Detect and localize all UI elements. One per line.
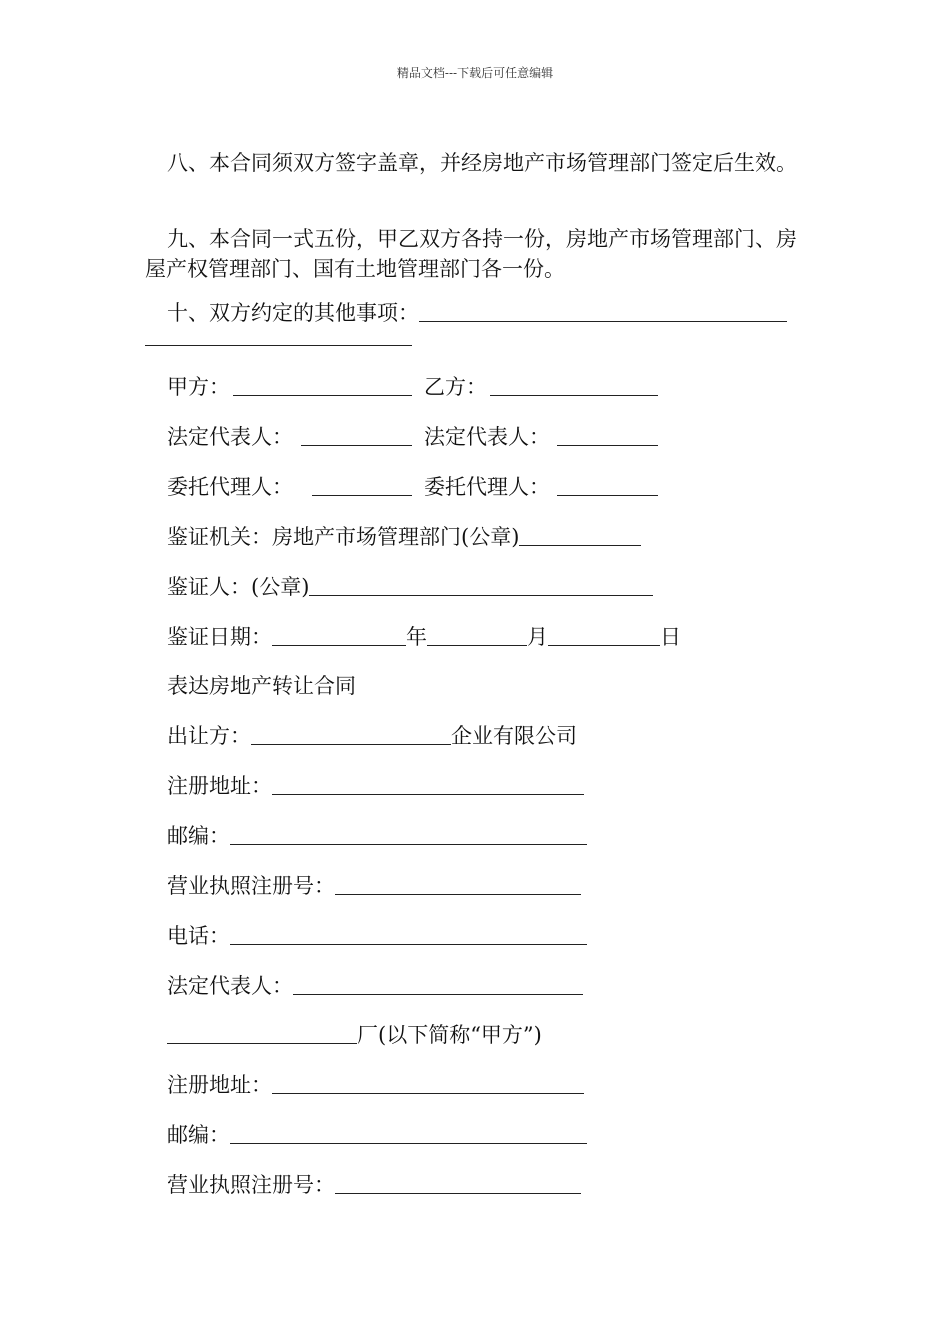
phone-row bbox=[167, 921, 587, 951]
other-matters-blank-2[interactable] bbox=[145, 345, 412, 346]
phone-blank[interactable] bbox=[230, 921, 587, 945]
year-blank[interactable] bbox=[272, 622, 406, 646]
date-label: 鉴证日期： bbox=[167, 625, 272, 649]
second-contract-title: 表达房地产转让合同 bbox=[167, 674, 356, 698]
legal-rep-a-blank[interactable] bbox=[301, 422, 412, 446]
agent-b-label: 委托代理人： bbox=[424, 475, 550, 499]
clause-10-row bbox=[167, 298, 787, 328]
other-matters-blank[interactable] bbox=[419, 298, 787, 322]
year-label: 年 bbox=[406, 625, 427, 649]
legal-rep-blank[interactable] bbox=[293, 971, 583, 995]
factory-blank[interactable] bbox=[167, 1020, 357, 1044]
party-b-label: 乙方： bbox=[424, 375, 487, 399]
reg-address-blank-2[interactable] bbox=[272, 1070, 584, 1094]
license-blank-2[interactable] bbox=[335, 1170, 581, 1194]
date-row bbox=[167, 622, 681, 652]
legal-rep-row-2 bbox=[167, 971, 583, 1001]
factory-suffix: 厂(以下简称“甲方”) bbox=[357, 1023, 542, 1047]
month-blank[interactable] bbox=[427, 622, 527, 646]
transferor-row bbox=[167, 721, 577, 751]
license-label-2: 营业执照注册号： bbox=[167, 1173, 335, 1197]
postcode-row-2 bbox=[167, 1120, 587, 1150]
postcode-blank-2[interactable] bbox=[230, 1120, 587, 1144]
legal-rep-row bbox=[167, 422, 687, 452]
authority-row bbox=[167, 522, 641, 552]
reg-address-blank[interactable] bbox=[272, 771, 584, 795]
legal-rep-label: 法定代表人： bbox=[167, 974, 293, 998]
agent-a-label: 委托代理人： bbox=[167, 475, 293, 499]
legal-rep-b-label: 法定代表人： bbox=[424, 425, 550, 449]
phone-label: 电话： bbox=[167, 924, 230, 948]
postcode-label: 邮编： bbox=[167, 824, 230, 848]
party-row bbox=[167, 372, 687, 402]
verifier-blank[interactable] bbox=[309, 572, 653, 596]
month-label: 月 bbox=[527, 625, 548, 649]
agent-b-blank[interactable] bbox=[557, 472, 658, 496]
party-b-blank[interactable] bbox=[490, 372, 658, 396]
party-a-blank[interactable] bbox=[233, 372, 412, 396]
transferor-blank[interactable] bbox=[251, 721, 451, 745]
clause-8: 八、本合同须双方签字盖章，并经房地产市场管理部门签定后生效。 bbox=[167, 151, 797, 175]
postcode-label-2: 邮编： bbox=[167, 1123, 230, 1147]
reg-address-row-2 bbox=[167, 1070, 584, 1100]
legal-rep-b-blank[interactable] bbox=[557, 422, 658, 446]
license-label: 营业执照注册号： bbox=[167, 874, 335, 898]
page-header: 精品文档---下载后可任意编辑 bbox=[396, 66, 554, 80]
agent-row bbox=[167, 472, 687, 502]
party-a-label: 甲方： bbox=[167, 375, 230, 399]
factory-row bbox=[167, 1020, 542, 1050]
clause-10-label: 十、双方约定的其他事项： bbox=[167, 301, 419, 325]
authority-label: 鉴证机关：房地产市场管理部门(公章) bbox=[167, 525, 520, 549]
postcode-blank[interactable] bbox=[230, 821, 587, 845]
postcode-row bbox=[167, 821, 587, 851]
license-blank[interactable] bbox=[335, 871, 581, 895]
transferor-suffix: 企业有限公司 bbox=[451, 724, 577, 748]
day-blank[interactable] bbox=[548, 622, 660, 646]
verifier-row bbox=[167, 572, 653, 602]
transferor-label: 出让方： bbox=[167, 724, 251, 748]
reg-address-row bbox=[167, 771, 584, 801]
license-row bbox=[167, 871, 581, 901]
day-label: 日 bbox=[660, 625, 681, 649]
clause-9: 九、本合同一式五份，甲乙双方各持一份，房地产市场管理部门、房屋产权管理部门、国有土地管理部门各一份。 bbox=[145, 227, 797, 281]
legal-rep-a-label: 法定代表人： bbox=[167, 425, 293, 449]
reg-address-label: 注册地址： bbox=[167, 774, 272, 798]
verifier-label: 鉴证人：(公章) bbox=[167, 575, 310, 599]
license-row-2 bbox=[167, 1170, 581, 1200]
authority-blank[interactable] bbox=[519, 522, 641, 546]
agent-a-blank[interactable] bbox=[312, 472, 412, 496]
reg-address-label-2: 注册地址： bbox=[167, 1073, 272, 1097]
